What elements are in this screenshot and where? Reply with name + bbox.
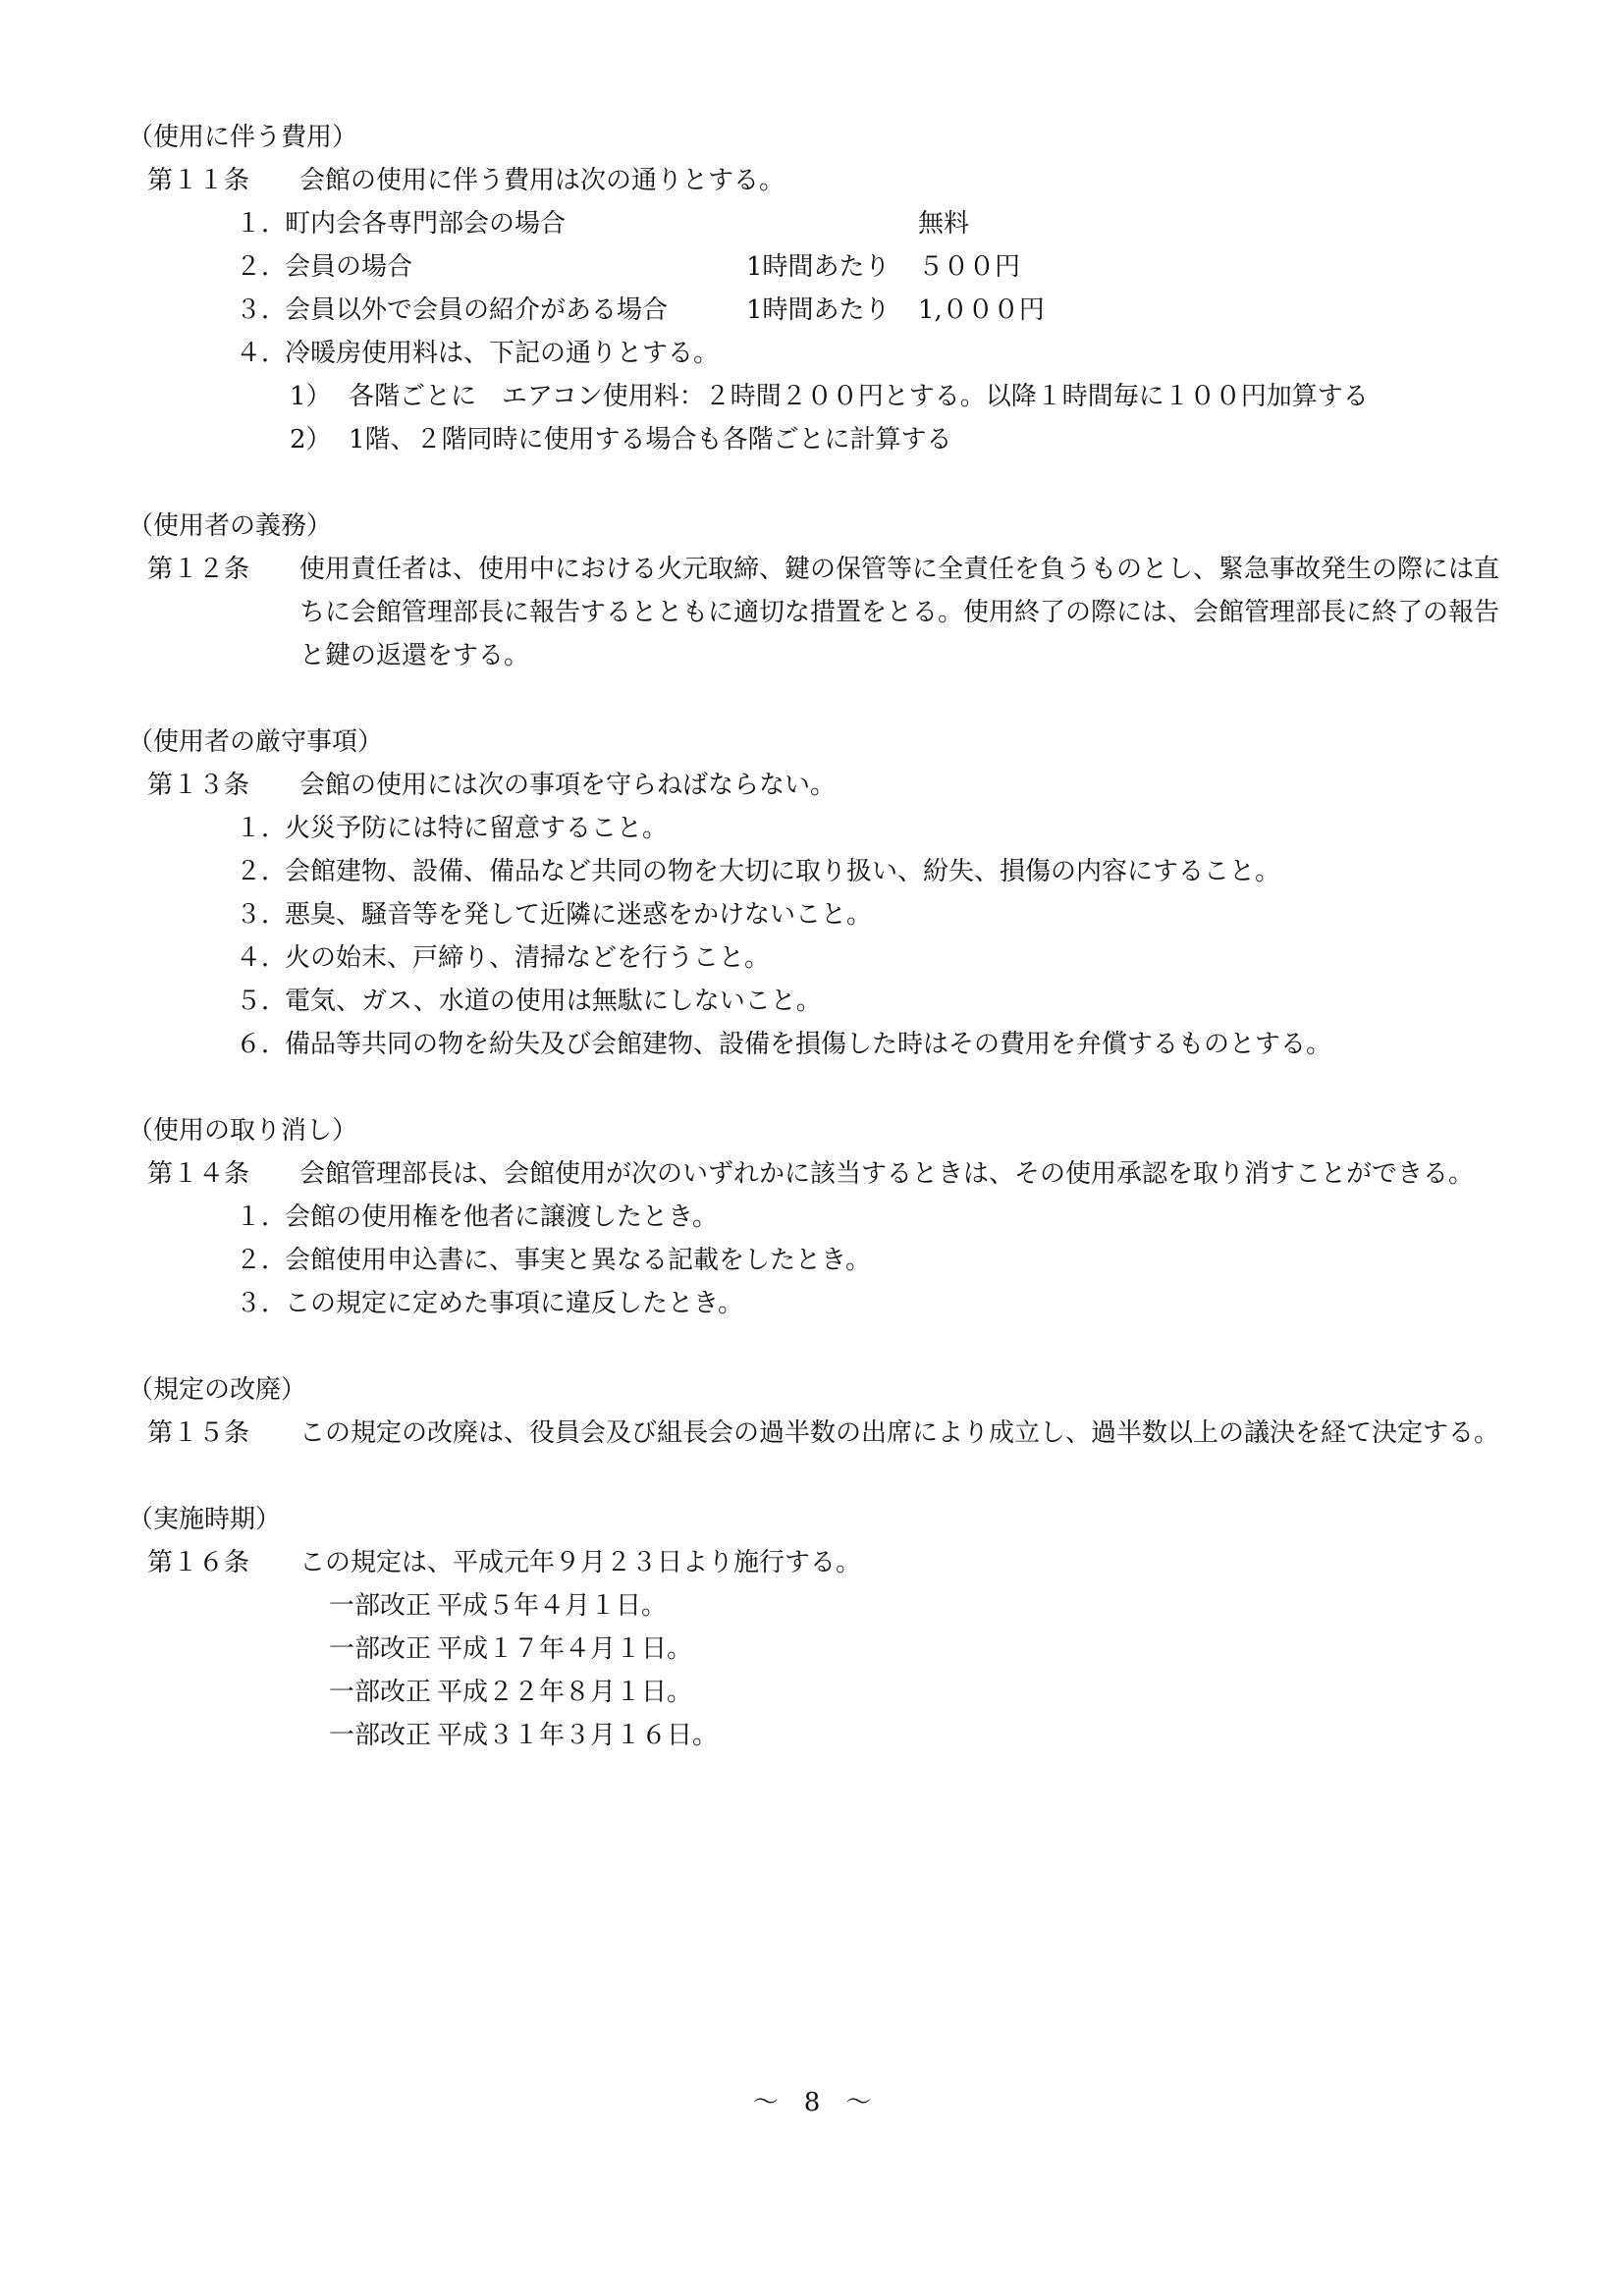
fee-item bbox=[236, 289, 1512, 332]
revision-date: 平成５年４月１日。 bbox=[437, 1591, 668, 1621]
article-text: 会館管理部長は、会館使用が次のいずれかに該当するときは、その使用承認を取り消すことができる。 bbox=[299, 1159, 1475, 1189]
fee-amount: ５００円 bbox=[918, 252, 1021, 282]
list-item bbox=[236, 1196, 1512, 1239]
item-number: ３． bbox=[236, 295, 288, 325]
revision-label: 一部改正 bbox=[329, 1721, 432, 1750]
item-number: ２． bbox=[236, 857, 288, 886]
fee-item bbox=[236, 245, 1512, 289]
article-12 bbox=[147, 548, 1512, 677]
item-number: ５． bbox=[236, 987, 288, 1016]
article-15 bbox=[147, 1412, 1512, 1455]
subitem-text: 各階ごとに エアコン使用料：２時間２００円とする。以降１時間毎に１００円加算する bbox=[349, 382, 1369, 411]
article-label: 第１６条 bbox=[147, 1548, 250, 1577]
item-text: 会館の使用権を他者に譲渡したとき。 bbox=[285, 1202, 718, 1232]
article-text: 使用責任者は、使用中における火元取締、鍵の保管等に全責任を負うものとし、緊急事故発生の際には直ちに会館管理部長に報告するとともに適切な措置をとる。使用終了の際には、会館管理部長に終了の報告と鍵の返還をする。 bbox=[299, 555, 1500, 670]
fee-item bbox=[236, 332, 1512, 375]
revision-label: 一部改正 bbox=[329, 1591, 432, 1621]
revision-date: 平成３１年３月１６日。 bbox=[437, 1721, 719, 1750]
item-number: ３． bbox=[236, 900, 288, 930]
item-number: ４． bbox=[236, 943, 288, 973]
revision-row bbox=[329, 1584, 1512, 1628]
list-item bbox=[236, 1239, 1512, 1282]
revision-label: 一部改正 bbox=[329, 1678, 432, 1707]
article-label: 第１４条 bbox=[147, 1159, 250, 1189]
article-14 bbox=[147, 1152, 1512, 1196]
item-number: ４． bbox=[236, 339, 288, 368]
fee-item bbox=[236, 202, 1512, 245]
list-item bbox=[236, 850, 1512, 893]
fee-rate bbox=[746, 202, 918, 245]
revision-label: 一部改正 bbox=[329, 1634, 432, 1664]
subitem-number: 1） bbox=[290, 382, 332, 411]
fee-amount: 1,０００円 bbox=[918, 295, 1045, 325]
list-item bbox=[236, 1023, 1512, 1066]
section-heading-amend: （規定の改廃） bbox=[128, 1375, 307, 1405]
item-text: 火の始末、戸締り、清掃などを行うこと。 bbox=[285, 943, 771, 973]
item-text: 会館使用申込書に、事実と異なる記載をしたとき。 bbox=[285, 1246, 871, 1275]
fee-amount: 無料 bbox=[918, 209, 970, 239]
item-text: 悪臭、騒音等を発して近隣に迷惑をかけないこと。 bbox=[285, 900, 873, 930]
revision-row bbox=[329, 1714, 1512, 1757]
section-heading-duties: （使用者の義務） bbox=[128, 511, 333, 541]
item-number: １． bbox=[236, 1202, 288, 1232]
list-item bbox=[236, 980, 1512, 1023]
article-text: この規定の改廃は、役員会及び組長会の過半数の出席により成立し、過半数以上の議決を経て決定する。 bbox=[299, 1418, 1500, 1448]
fee-label: 会員以外で会員の紹介がある場合 bbox=[285, 295, 669, 325]
revision-row bbox=[329, 1628, 1512, 1671]
section-heading-fees: （使用に伴う費用） bbox=[128, 123, 358, 152]
article-text: 会館の使用に伴う費用は次の通りとする。 bbox=[299, 166, 785, 195]
fee-subitem bbox=[290, 418, 1512, 461]
list-item bbox=[236, 893, 1512, 936]
article-text: 会館の使用には次の事項を守らねばならない。 bbox=[299, 771, 837, 800]
item-number: ２． bbox=[236, 252, 288, 282]
section-heading-rules: （使用者の厳守事項） bbox=[128, 727, 384, 757]
subitem-text: 1階、２階同時に使用する場合も各階ごとに計算する bbox=[349, 425, 952, 454]
article-label: 第１３条 bbox=[147, 771, 250, 800]
article-16 bbox=[147, 1541, 1512, 1584]
item-text: 備品等共同の物を紛失及び会館建物、設備を損傷した時はその費用を弁償するものとする。 bbox=[285, 1030, 1332, 1059]
article-13 bbox=[147, 764, 1512, 807]
revision-row bbox=[329, 1671, 1512, 1714]
item-text: この規定に定めた事項に違反したとき。 bbox=[285, 1289, 743, 1318]
item-number: １． bbox=[236, 814, 288, 843]
fee-subitem bbox=[290, 375, 1512, 418]
item-number: １． bbox=[236, 209, 288, 239]
fee-label: 冷暖房使用料は、下記の通りとする。 bbox=[285, 339, 720, 368]
fee-rate: 1時間あたり bbox=[746, 252, 891, 282]
article-label: 第１２条 bbox=[147, 555, 250, 584]
list-item bbox=[236, 936, 1512, 980]
revision-date: 平成１７年４月１日。 bbox=[437, 1634, 693, 1664]
fee-label: 会員の場合 bbox=[285, 252, 413, 282]
item-text: 火災予防には特に留意すること。 bbox=[285, 814, 669, 843]
article-11 bbox=[147, 159, 1512, 202]
section-heading-effective: （実施時期） bbox=[128, 1505, 282, 1534]
revision-date: 平成２２年８月１日。 bbox=[437, 1678, 693, 1707]
section-heading-cancel: （使用の取り消し） bbox=[128, 1116, 358, 1146]
list-item bbox=[236, 1282, 1512, 1325]
article-text: この規定は、平成元年９月２３日より施行する。 bbox=[299, 1548, 862, 1577]
item-number: ６． bbox=[236, 1030, 288, 1059]
article-label: 第１１条 bbox=[147, 166, 250, 195]
fee-label: 町内会各専門部会の場合 bbox=[285, 209, 567, 239]
item-text: 会館建物、設備、備品など共同の物を大切に取り扱い、紛失、損傷の内容にすること。 bbox=[285, 857, 1281, 886]
item-number: ３． bbox=[236, 1289, 288, 1318]
document-body bbox=[118, 116, 1512, 1757]
article-label: 第１５条 bbox=[147, 1418, 250, 1448]
fee-rate: 1時間あたり bbox=[746, 295, 891, 325]
page-number: ～ 8 ～ bbox=[752, 2088, 872, 2117]
item-text: 電気、ガス、水道の使用は無駄にしないこと。 bbox=[285, 987, 822, 1016]
item-number: ２． bbox=[236, 1246, 288, 1275]
list-item bbox=[236, 807, 1512, 850]
subitem-number: 2） bbox=[290, 425, 332, 454]
